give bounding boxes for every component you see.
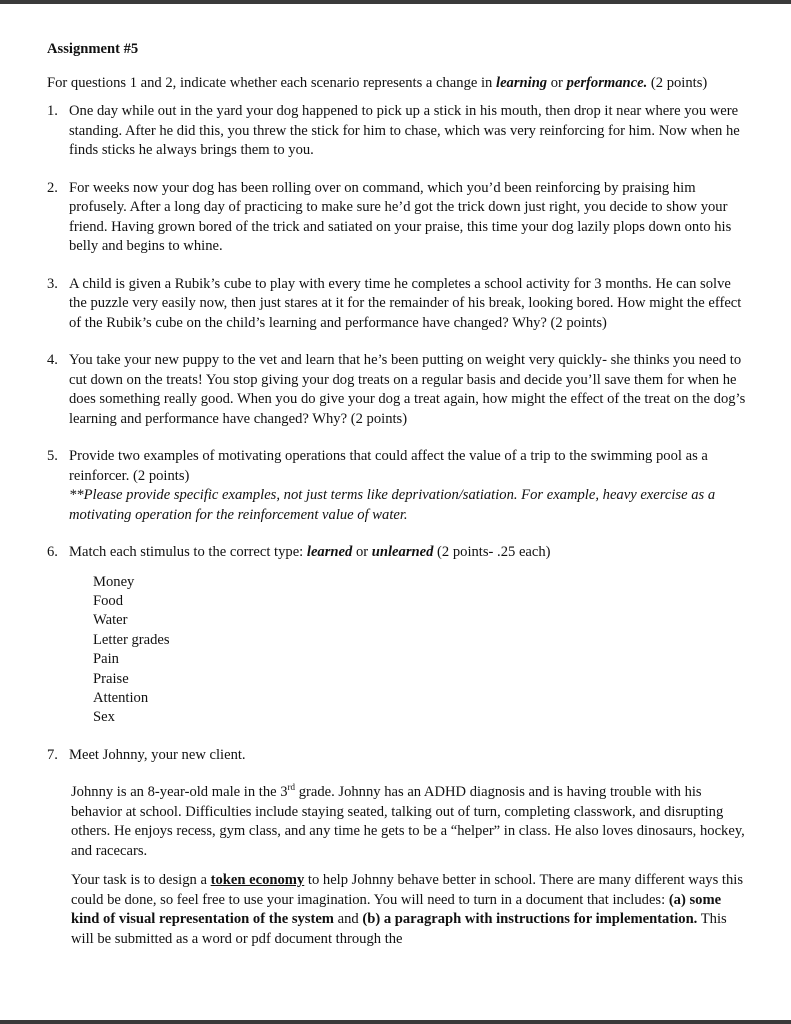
intro-or: or [547,74,567,91]
learning-term: learning [496,74,548,91]
bottom-border [0,1020,791,1024]
document-page [47,40,747,949]
question-number: 4. [47,352,58,368]
question-text [69,543,747,563]
list-item: Sex [93,709,115,726]
question-text: Meet Johnny, your new client. [69,746,246,763]
list-item: Money [93,573,135,590]
top-border [0,0,791,4]
stimulus-list [93,573,747,728]
q6-text: Match each stimulus to the correct type: [69,544,307,560]
question-text: You take your new puppy to the vet and learn that he’s been putting on weight very quickly- she thinks you need to cut down on the treats! You stop giving your dog treats on a regular basis and decide you’ll save them for when he does something really good. When you do give your dog a treat again, how might the effect of the treat on the dog’s learning and performance have changed? Why? (2 points) [69,352,746,427]
question-text: A child is given a Rubik’s cube to play with every time he completes a school activity for 3 months. He can solve the puzzle very easily now, then just stares at it for the remainder of his break, looking bored. How might the effect of the Rubik’s cube on the child’s learning and performance have changed? Why? (2 points) [69,275,742,331]
task-text-end: This will be submitted as a word or pdf document through the [71,911,727,947]
list-item: Pain [93,651,119,668]
list-item: Praise [93,670,129,687]
question-text: Provide two examples of motivating operations that could affect the value of a trip to the swimming pool as a reinforcer. (2 points) [69,448,708,484]
question-3 [47,275,747,334]
question-7 [47,746,747,766]
question-text: For weeks now your dog has been rolling over on command, which you’d been reinforcing by praising him profusely. After a long day of practicing to make sure he’d got the trick down just right, you decide to show your friend. Having grown bored of the trick and satiated on your praise, this time your dog lazily plops down onto his belly and begins to whine. [69,179,732,254]
client-text: Johnny is an 8-year-old male in the 3 [71,784,288,801]
requirement-a: (a) some kind of visual representation of the system [71,891,722,928]
question-note: **Please provide specific examples, not just terms like deprivation/satiation. For example, heavy exercise as a motivating operation for the reinforcement value of water. [69,487,716,523]
intro-points: (2 points) [647,74,708,91]
client-description [71,783,747,861]
ordinal-suffix: rd [287,782,296,793]
client-text-cont: grade. Johnny has an ADHD diagnosis and is having trouble with his behavior at school. Difficulties include staying seated, talking out of turn, completing classwork, and disrupting others. He enjoys recess, gym class, and any time he gets to be a “helper” in class. He also loves dinosaurs, hockey, and racecars. [71,784,745,859]
task-description [71,871,747,949]
assignment-title: Assignment #5 [47,41,139,57]
question-1 [47,102,747,161]
question-2 [47,179,747,257]
task-text: Your task is to design a [71,872,211,889]
question-number: 7. [47,746,58,763]
instructions-intro [47,74,747,94]
list-item: Food [93,592,124,609]
learned-term: learned [306,544,353,560]
q6-points: (2 points- .25 each) [433,544,551,560]
task-text-cont: to help Johnny behave better in school. There are many different ways this could be done, so feel free to use your imagination. You will need to turn in a document that includes: [71,872,744,908]
list-item: Letter grades [93,631,170,648]
question-number: 1. [47,103,58,119]
question-number: 6. [47,544,58,560]
unlearned-term: unlearned [371,544,434,560]
intro-text: For questions 1 and 2, indicate whether each scenario represents a change in [47,74,497,91]
list-item: Water [93,612,128,629]
requirement-b: (b) a paragraph with instructions for implementation. [362,911,698,928]
token-economy-term: token economy [210,872,305,889]
question-number: 3. [47,275,58,292]
task-and: and [333,911,363,928]
list-item: Attention [93,689,149,706]
question-4 [47,351,747,429]
question-5 [47,447,747,525]
question-number: 5. [47,448,58,464]
question-number: 2. [47,179,58,196]
performance-term: performance. [566,74,648,91]
question-text: One day while out in the yard your dog happened to pick up a stick in his mouth, then drop it near where you were standing. After he did this, you threw the stick for him to chase, which was very reinforcing for him. Now when he finds sticks he always brings them to you. [69,103,740,158]
q6-or: or [352,544,372,560]
question-6 [47,543,747,728]
